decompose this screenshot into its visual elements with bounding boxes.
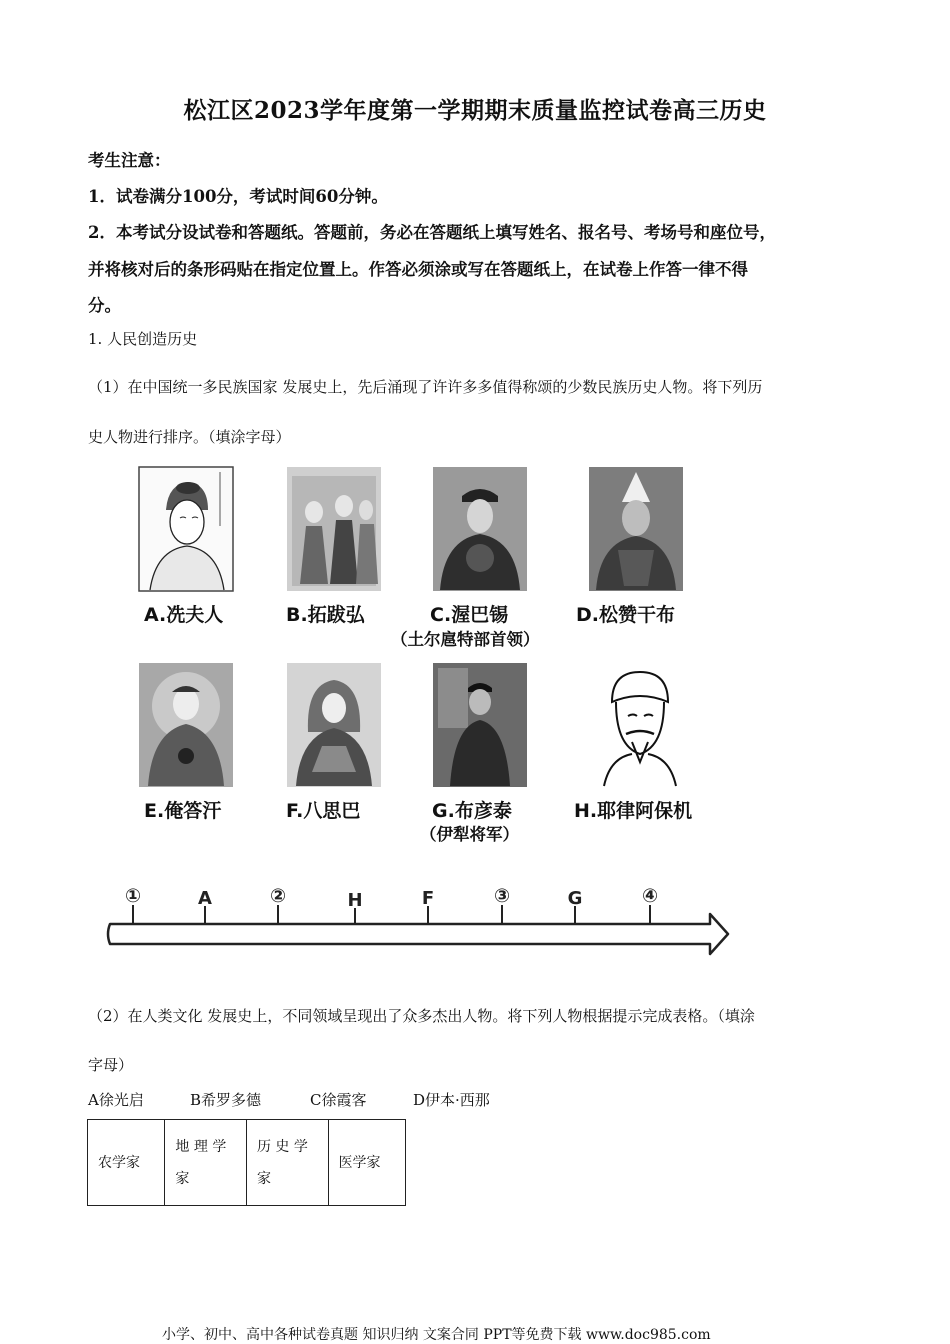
portrait-c-figure	[432, 466, 528, 596]
figure-d-label: D.松赞干布	[576, 604, 675, 626]
header-historian: 历 史 学 家	[246, 1120, 328, 1206]
timeline-mark-4: H	[347, 890, 363, 911]
question-1-part-2-line-1: （2）在人类文化 发展史上，不同领域呈现出了众多杰出人物。将下列人物根据提示完成表格。（填涂	[88, 1007, 755, 1025]
figure-c-label: C.渥巴锡	[430, 604, 509, 626]
question-1-part-2-line-2: 字母）	[88, 1056, 134, 1074]
portrait-a-figure	[138, 466, 234, 596]
timeline-mark-6: ③	[493, 885, 511, 907]
portrait-b-figure	[286, 466, 382, 596]
portrait-h-figure	[592, 662, 688, 792]
option-a: A徐光启	[88, 1091, 144, 1109]
notice-item-2-line-2: 并将核对后的条形码贴在指定位置上。作答必须涂或写在答题纸上，在试卷上作答一律不得	[88, 260, 748, 279]
timeline-mark-2: A	[198, 888, 212, 909]
question-1-part-1-line-1: （1）在中国统一多民族国家 发展史上，先后涌现了许许多多值得称颂的少数民族历史人物。将下列历	[88, 378, 763, 396]
timeline-mark-5: F	[421, 888, 435, 909]
footer-text: 小学、初中、高中各种试卷真题 知识归纳 文案合同 PPT等免费下载 www.doc985.com	[162, 1327, 711, 1343]
timeline-mark-7: G	[567, 888, 583, 909]
figure-f-label: F.八思巴	[286, 800, 361, 822]
timeline	[100, 878, 740, 958]
figure-c-sublabel: （土尔扈特部首领）	[391, 630, 540, 649]
header-geographer: 地 理 学 家	[165, 1120, 247, 1206]
answer-table	[87, 1119, 406, 1206]
notice-heading: 考生注意：	[88, 151, 171, 170]
notice-item-2-line-3: 分。	[88, 296, 121, 315]
figure-g-sublabel: （伊犁将军）	[420, 825, 519, 844]
notice-item-1: 1．试卷满分100分，考试时间60分钟。	[88, 187, 388, 206]
figure-h-label: H.耶律阿保机	[574, 800, 693, 822]
portrait-e-figure	[138, 662, 234, 792]
timeline-arrow	[108, 914, 728, 954]
question-1-part-1-line-2: 史人物进行排序。（填涂字母）	[88, 428, 291, 446]
timeline-mark-3: ②	[269, 885, 287, 907]
page-title: 松江区2023学年度第一学期期末质量监控试卷高三历史	[183, 97, 767, 124]
portrait-d-figure	[588, 466, 684, 596]
timeline-mark-1: ①	[124, 885, 142, 907]
option-c: C徐霞客	[310, 1091, 367, 1109]
notice-item-2-line-1: 2．本考试分设试卷和答题纸。答题前，务必在答题纸上填写姓名、报名号、考场号和座位号，	[88, 223, 776, 242]
portrait-g-figure	[432, 662, 528, 792]
timeline-mark-8: ④	[641, 885, 659, 907]
header-physician: 医学家	[328, 1120, 405, 1206]
portrait-f-figure	[286, 662, 382, 792]
figure-a-label: A.冼夫人	[144, 604, 224, 626]
figure-e-label: E.俺答汗	[144, 800, 222, 822]
header-agronomist: 农学家	[88, 1120, 165, 1206]
answer-table-row	[88, 1120, 406, 1206]
figure-b-label: B.拓跋弘	[286, 604, 365, 626]
option-d: D伊本·西那	[413, 1091, 490, 1109]
figure-g-label: G.布彦泰	[432, 800, 512, 822]
option-b: B希罗多德	[190, 1091, 262, 1109]
question-1-heading: 1. 人民创造历史	[88, 330, 198, 348]
